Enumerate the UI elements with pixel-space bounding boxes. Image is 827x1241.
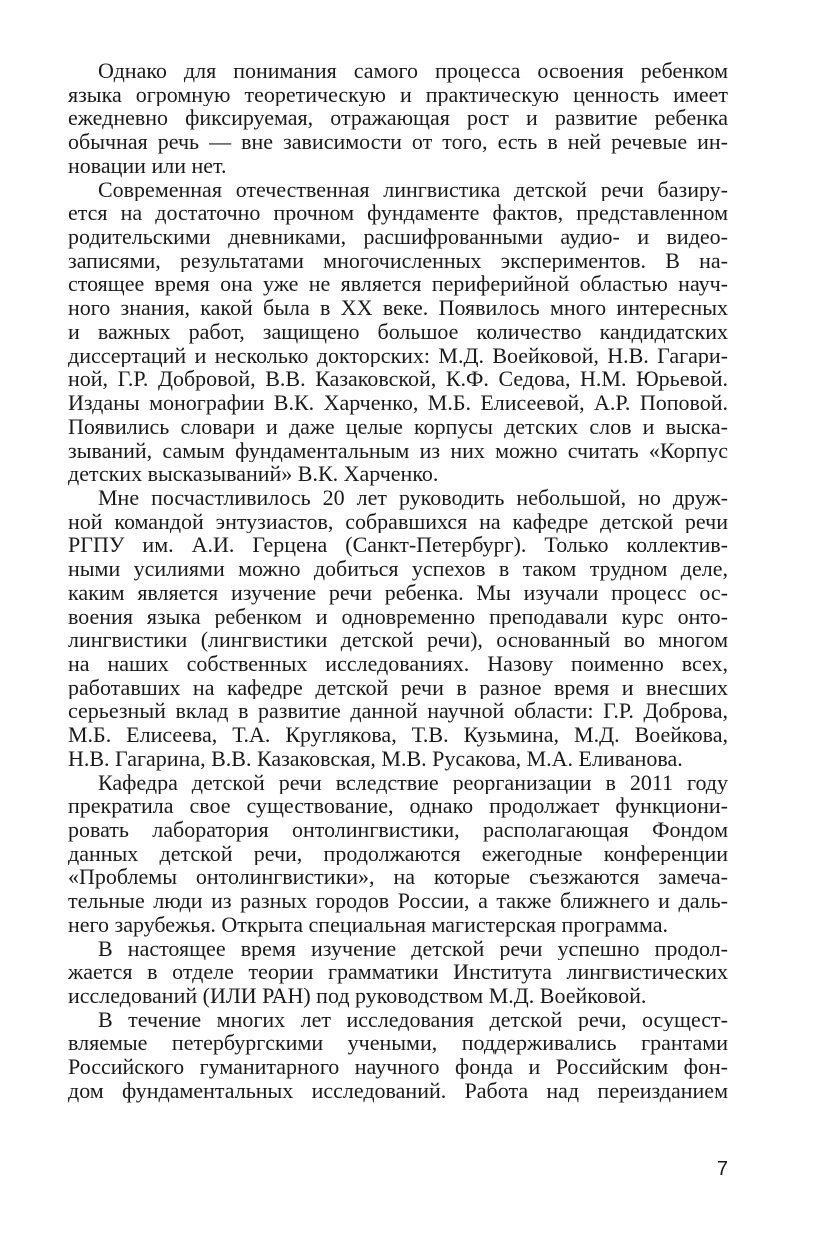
text-line: детских высказываний» В.К. Харченко. xyxy=(68,462,439,486)
text-line: ется на достаточно прочном фундаменте фактов, представленном xyxy=(68,201,728,226)
text-line: Мне посчастливилось 20 лет руководить небольшой, но друж- xyxy=(98,485,728,510)
text-line: тельные люди из разных городов России, а также ближнего и даль- xyxy=(68,889,728,913)
text-line: и важных работ, защищено большое количество кандидатских xyxy=(68,319,728,344)
text-line: Появились словари и даже целые корпусы детских слов и выска- xyxy=(68,414,728,439)
text-line: Изданы монографии В.К. Харченко, М.Б. Елисеевой, А.Р. Поповой. xyxy=(68,391,728,415)
text-line: него зарубежья. Открыта специальная магистерская программа. xyxy=(68,912,669,937)
body-text xyxy=(68,59,728,1103)
text-line: ровать лаборатория онтолингвистики, располагающая Фондом xyxy=(68,818,728,842)
text-line: Н.В. Гагарина, В.В. Казаковская, М.В. Русакова, М.А. Еливанова. xyxy=(68,746,683,771)
text-line: жается в отделе теории грамматики Института лингвистических xyxy=(68,960,728,985)
text-line: В настоящее время изучение детской речи успешно продол- xyxy=(98,936,728,961)
page-number: 7 xyxy=(716,1158,728,1180)
text-line: прекратила свое существование, однако продолжает функциони- xyxy=(68,794,728,818)
paragraph xyxy=(68,937,728,1008)
text-line: языка огромную теоретическую и практическую ценность имеет xyxy=(68,82,728,107)
text-line: диссертаций и несколько докторских: М.Д. Воейковой, Н.В. Гагари- xyxy=(68,343,728,368)
text-line: серьезный вклад в развитие данной научной области: Г.Р. Доброва, xyxy=(68,699,728,724)
text-line: ной командой энтузиастов, собравшихся на кафедре детской речи xyxy=(68,509,728,534)
text-line: ной, Г.Р. Добровой, В.В. Казаковской, К.Ф. Седова, Н.М. Юрьевой. xyxy=(68,367,728,392)
paragraph xyxy=(68,1008,728,1103)
text-line: В течение многих лет исследования детской речи, осущест- xyxy=(98,1007,728,1032)
text-line: Однако для понимания самого процесса освоения ребенком xyxy=(98,59,728,83)
text-line: Российского гуманитарного научного фонда и Российским фон- xyxy=(68,1055,728,1079)
text-line: ными усилиями можно добиться успехов в таком трудном деле, xyxy=(68,557,728,581)
paragraph xyxy=(68,59,728,178)
text-line: родительскими дневниками, расшифрованными аудио- и видео- xyxy=(68,225,728,249)
text-line: каким является изучение речи ребенка. Мы изучали процесс ос- xyxy=(68,580,728,605)
text-line: записями, результатами многочисленных экспериментов. В на- xyxy=(68,248,728,273)
text-line: РГПУ им. А.И. Герцена (Санкт-Петербург). Только коллектив- xyxy=(68,533,728,558)
text-line: лингвистики (лингвистики детской речи), основанный во многом xyxy=(68,628,728,652)
text-line: ежедневно фиксируемая, отражающая рост и развитие ребенка xyxy=(68,106,728,131)
text-line: дом фундаментальных исследований. Работа над переизданием xyxy=(68,1078,728,1103)
paragraph xyxy=(68,771,728,937)
text-line: данных детской речи, продолжаются ежегодные конференции xyxy=(68,841,728,866)
text-line: ного знания, какой была в XX веке. Появилось много интересных xyxy=(68,296,728,320)
text-line: стоящее время она уже не является периферийной областью науч- xyxy=(68,272,728,297)
text-line: зываний, самым фундаментальным из них можно считать «Корпус xyxy=(68,438,728,463)
text-line: обычная речь — вне зависимости от того, есть в ней речевые ин- xyxy=(68,130,728,154)
text-line: Кафедра детской речи вследствие реорганизации в 2011 году xyxy=(98,770,728,795)
text-line: воения языка ребенком и одновременно преподавали курс онто- xyxy=(68,604,728,629)
text-line: исследований (ИЛИ РАН) под руководством М.Д. Воейковой. xyxy=(68,984,647,1008)
text-line: новации или нет. xyxy=(68,153,227,178)
paragraph xyxy=(68,486,728,771)
text-line: «Проблемы онтолингвистики», на которые съезжаются замеча- xyxy=(68,865,728,890)
text-line: Современная отечественная лингвистика детской речи базиру- xyxy=(98,177,728,202)
text-line: вляемые петербургскими учеными, поддерживались грантами xyxy=(68,1031,728,1056)
text-line: работавших на кафедре детской речи в разное время и внесших xyxy=(68,675,728,700)
paragraph xyxy=(68,178,728,486)
text-line: на наших собственных исследованиях. Назову поименно всех, xyxy=(68,651,728,676)
text-line: М.Б. Елисеева, Т.А. Круглякова, Т.В. Кузьмина, М.Д. Воейкова, xyxy=(68,723,728,747)
